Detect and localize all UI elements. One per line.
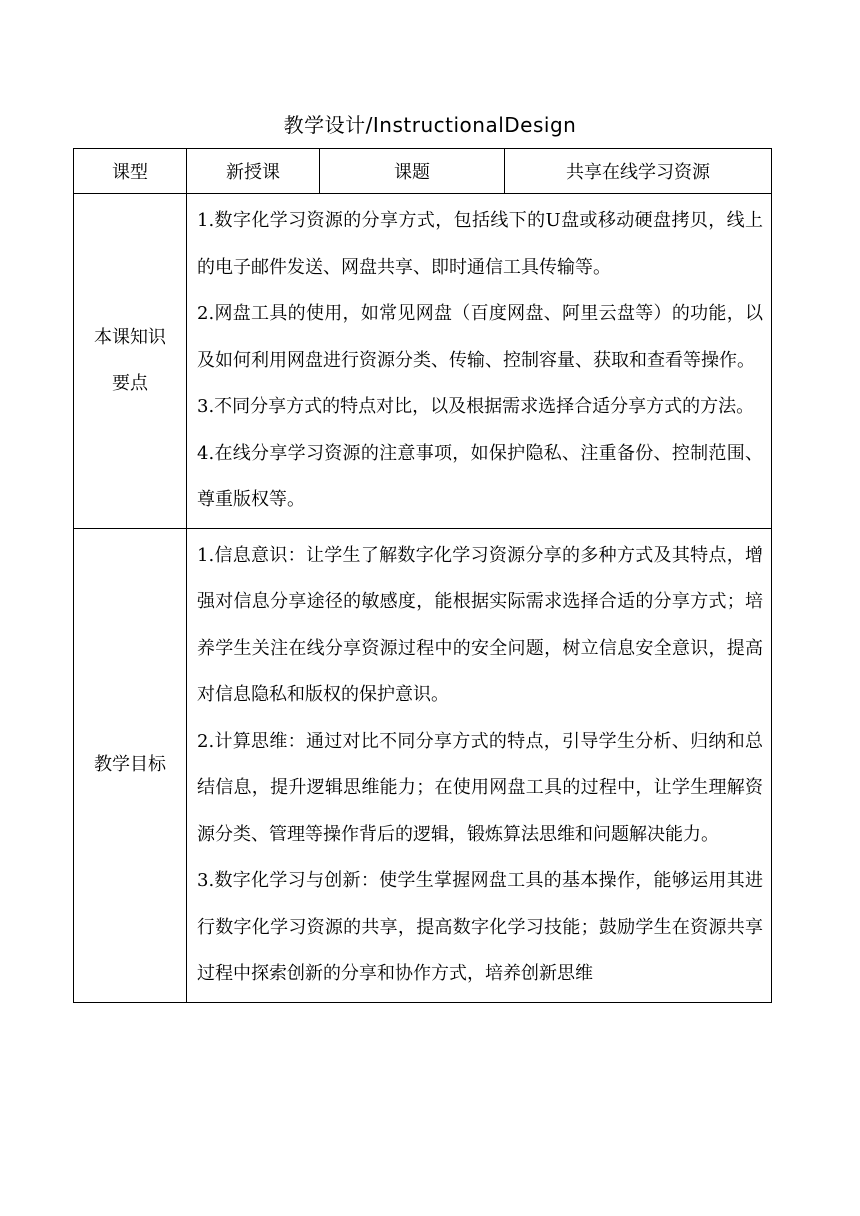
teaching-goals-label: 教学目标 bbox=[74, 528, 187, 1002]
lesson-topic-label: 课题 bbox=[320, 149, 505, 194]
teaching-goals-content bbox=[187, 528, 772, 1002]
knowledge-points-label bbox=[74, 194, 187, 529]
lesson-topic-value: 共享在线学习资源 bbox=[505, 149, 772, 194]
knowledge-points-row bbox=[74, 194, 772, 529]
knowledge-point: 1.数字化学习资源的分享方式，包括线下的U盘或移动硬盘拷贝，线上的电子邮件发送、网盘共享、即时通信工具传输等。 bbox=[197, 210, 763, 278]
teaching-goal: 3.数字化学习与创新：使学生掌握网盘工具的基本操作，能够运用其进行数字化学习资源的共享，提高数字化学习技能；鼓励学生在资源共享过程中探索创新的分享和协作方式，培养创新思维 bbox=[197, 870, 763, 984]
header-row bbox=[74, 149, 772, 194]
knowledge-label-line1: 本课知识 bbox=[94, 326, 166, 348]
knowledge-point: 3.不同分享方式的特点对比，以及根据需求选择合适分享方式的方法。 bbox=[197, 396, 755, 417]
knowledge-point: 2.网盘工具的使用，如常见网盘（百度网盘、阿里云盘等）的功能，以及如何利用网盘进行资源分类、传输、控制容量、获取和查看等操作。 bbox=[197, 303, 763, 371]
knowledge-point: 4.在线分享学习资源的注意事项，如保护隐私、注重备份、控制范围、尊重版权等。 bbox=[197, 442, 763, 510]
knowledge-label-line2: 要点 bbox=[112, 372, 148, 394]
lesson-plan-table bbox=[73, 148, 772, 1003]
teaching-goal: 1.信息意识：让学生了解数字化学习资源分享的多种方式及其特点，增强对信息分享途径的敏感度，能根据实际需求选择合适的分享方式；培养学生关注在线分享资源过程中的安全问题，树立信息安全意识，提高对信息隐私和版权的保护意识。 bbox=[197, 544, 763, 705]
knowledge-points-content bbox=[187, 194, 772, 529]
lesson-type-label: 课型 bbox=[74, 149, 187, 194]
teaching-goal: 2.计算思维：通过对比不同分享方式的特点，引导学生分析、归纳和总结信息，提升逻辑思维能力；在使用网盘工具的过程中，让学生理解资源分类、管理等操作背后的逻辑，锻炼算法思维和问题解决能力。 bbox=[197, 730, 763, 845]
teaching-goals-row bbox=[74, 528, 772, 1002]
document-title: 教学设计/InstructionalDesign bbox=[283, 113, 577, 137]
lesson-type-value: 新授课 bbox=[187, 149, 320, 194]
